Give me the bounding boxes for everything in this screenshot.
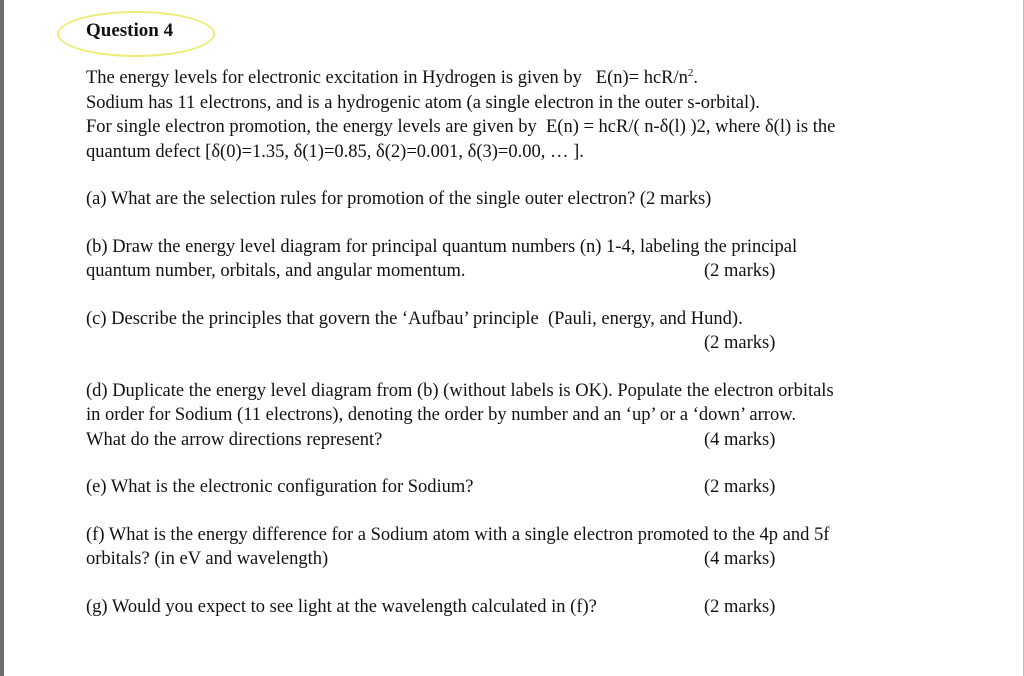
part-d-line-3: What do the arrow directions represent? (4 marks) [86, 428, 936, 453]
part-c-marks-row [86, 331, 936, 356]
intro-line-1: The energy levels for electronic excitation in Hydrogen is given by E(n)= hcR/$n^2$. [86, 66, 699, 88]
part-a-line-1: (a) What are the selection rules for promotion of the single outer electron? (2 marks) [86, 189, 712, 209]
part-g-line-1: (g) Would you expect to see light at the wavelength calculated in (f)? (2 marks) [86, 595, 936, 620]
part-b-line-2: quantum number, orbitals, and angular momentum. (2 marks) [86, 259, 936, 284]
question-body [86, 66, 936, 619]
left-page-border [0, 0, 4, 676]
intro-line-4: quantum defect [δ(0)=1.35, δ(1)=0.85, δ(2)=0.001, δ(3)=0.00, … ]. [86, 141, 584, 162]
part-e-line-1: (e) What is the electronic configuration for Sodium? (2 marks) [86, 475, 936, 500]
part-f-marks: (4 marks) [704, 549, 776, 569]
part-d-line-2: in order for Sodium (11 electrons), denoting the order by number and an ‘up’ or a ‘down’ arrow. [86, 405, 796, 425]
part-f-line-1: (f) What is the energy difference for a Sodium atom with a single electron promoted to the 4p and 5f [86, 524, 830, 545]
question-title: Question 4 [86, 20, 174, 41]
part-c-marks: (2 marks) [704, 333, 776, 353]
part-f-line-2: orbitals? (in eV and wavelength) (4 marks) [86, 547, 936, 572]
part-b-line-1: (b) Draw the energy level diagram for principal quantum numbers (n) 1-4, labeling the principal [86, 236, 798, 257]
part-c-line-1: (c) Describe the principles that govern the ‘Aufbau’ principle (Pauli, energy, and Hund). [86, 308, 743, 329]
part-d-line-1: (d) Duplicate the energy level diagram from (b) (without labels is OK). Populate the electron orbitals [86, 380, 834, 401]
intro-line-2: Sodium has 11 electrons, and is a hydrogenic atom (a single electron in the outer s-orbital). [86, 92, 760, 113]
intro-line-3: For single electron promotion, the energy levels are given by E(n) = hcR/( n-δ(l) )2, where δ(l) is the [86, 117, 836, 137]
superscript-2: 2 [687, 66, 694, 79]
part-e-marks: (2 marks) [704, 477, 776, 497]
part-d-marks: (4 marks) [704, 429, 776, 450]
part-g-marks: (2 marks) [704, 596, 776, 617]
part-b-marks: (2 marks) [704, 261, 776, 281]
